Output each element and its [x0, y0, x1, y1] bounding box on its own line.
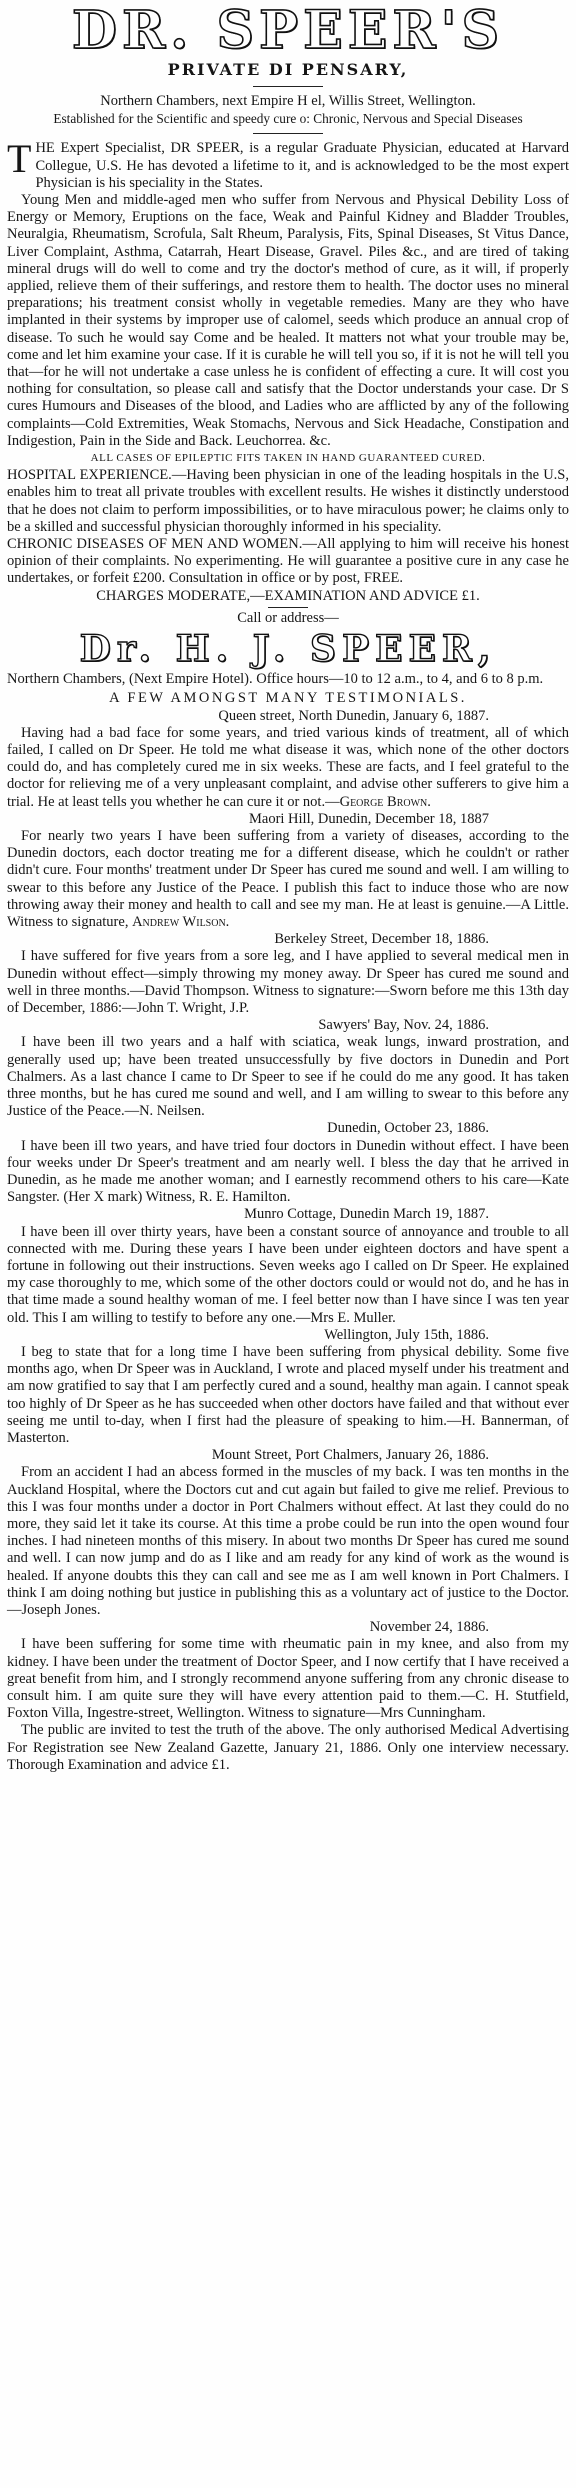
testimonial: [7, 1327, 569, 1447]
testimonial-text: I have suffered for five years from a sore leg, and I have applied to several medical men in Dunedin without effect—simply throwing my money away. Dr Speer has cured me sound and well in three months.—David Thompson. Witness to signature:—Sworn before me this 13th day of December, 1886:—John T. Wright, J.P.: [7, 948, 569, 1016]
testimonial-dateline: November 24, 1886.: [369, 1619, 489, 1636]
testimonial: [7, 708, 569, 811]
intro-text: HE Expert Specialist, DR SPEER, is a regular Graduate Physician, educated at Harvard Collegue, U.S. He has devoted a lifetime to it, and is acknowledged to be the most expert Physician is his speciality in the States.: [35, 140, 569, 191]
testimonial-body: For nearly two years I have been suffering from a variety of diseases, according to the Dunedin doctors, each doctor treating me for a different disease, which he couldn't or rather didn't cure. Four months' treatment under Dr Speer has cured me sound and well. I am willing to swear to this before any Justice of the Peace. I publish this fact to induce those who are now throwing away their money and health to call and see my man. He at least is genuine.—A Little. Witness to signature,: [7, 827, 569, 930]
testimonials-title: A FEW AMONGST MANY TESTIMONIALS.: [109, 690, 467, 707]
divider-rule: [268, 607, 308, 608]
testimonial-text: [7, 828, 569, 931]
testimonial-text: I have been suffering for some time with rheumatic pain in my knee, and also from my kidney. I have been under the treatment of Doctor Speer, and I now certify that I have received a great benefit from him, and I strongly recommend anyone suffering from any chronic disease to consult him. I am quite sure they will have every attention paid to them.—C. H. Stutfield, Foxton Villa, Ingestre-street, Wellington. Witness to signature—Mrs Cunningham.: [7, 1636, 569, 1722]
testimonial-dateline: Mount Street, Port Chalmers, January 26, 1886.: [211, 1447, 489, 1464]
chronic-paragraph: [7, 536, 569, 588]
epileptic-notice: ALL CASES OF EPILEPTIC FITS TAKEN IN HAND GUARANTEED CURED.: [90, 452, 486, 465]
testimonial: [7, 1206, 569, 1326]
closing-notice: The public are invited to test the truth of the above. The only authorised Medical Advertising For Registration see New Zealand Gazette, January 21, 1886. Only one interview necessary. Thorough Examination and advice £1.: [7, 1722, 569, 1773]
testimonial-text: I beg to state that for a long time I have been suffering from physical debility. Some five months ago, when Dr Speer was in Auckland, I wrote and placed myself under his treatment and am now gratified to say that I am perfectly cured and a sound, healthy man again. I cannot speak too highly of Dr Speer as he has succeeded when other doctors have failed and that without ever seeing me until to-day, when I first had the pleasure of speaking to him.—H. Bannerman, of Masterton.: [7, 1344, 569, 1447]
office-hours: Northern Chambers, (Next Empire Hotel). Office hours—10 to 12 a.m., to 4, and 6 to 8 p.m.: [7, 671, 544, 688]
ad-column: [7, 0, 569, 1774]
conditions-paragraph: Young Men and middle-aged men who suffer from Nervous and Physical Debility Loss of Energy or Memory, Eruptions on the face, Weak and Painful Kidney and Bladder Troubles, Neuralgia, Rheumatism, Scrofula, Salt Rheum, Paralysis, Fits, Spinal Diseases, St Vitus Dance, Liver Complaint, Asthma, Catarrah, Heart Disease, Gravel. Piles &c., and are tired of taking mineral drugs will do well to come and try the doctor's method of cure, as it will, if properly applied, relieve them of their sufferings, and restore them to health. The doctor uses no mineral preparations; his treatment consist wholly in vegetable remedies. Many are they who have implanted in their systems by improper use of calomel, seeds which produce an annual crop of disease. To such he would say Come and be healed. It matters not what your trouble may be, come and let him examine your case. If it is curable he will tell you so, if it is not he will tell you that—for he will not undertake a case unless he is confident of effecting a cure. It will cost you nothing for consultation, so please call and satisfy that the Doctor understands your case. Dr S cures Humours and Diseases of the blood, and Ladies who are afflicted by any of the following complaints—Cold Extremities, Weak Stomachs, Nervous and Sick Headache, Constipation and Indigestion, Pain in the Side and Back. Leuchorrea. &c.: [7, 192, 569, 449]
testimonial-dateline: Wellington, July 15th, 1886.: [324, 1326, 489, 1343]
testimonial-text: [7, 725, 569, 811]
hospital-text: —Having been physician in one of the leading hospitals in the U.S, enables him to treat all private troubles with excellent results. He wishes it distinctly understood that he does not claim to perform impossibilities, or to have miraculous power; he claims only to be a skilled and successful physician thoroughly informed in his speciality.: [7, 467, 569, 535]
testimonial-text: From an accident I had an abcess formed in the muscles of my back. I was ten months in the Auckland Hospital, where the Doctors cut and cut again but failed to give me relief. Previous to this I was four months under a doctor in Port Chalmers without effect. At last they could do no more, they said let it take its course. At this time a probe could be run into the open wound four inches. I had nineteen months of this misery. In about two months Dr Speer has cured me sound and well. I can now jump and do as I like and am ready for any kind of work as the wound is healed. If anyone doubts this they can call and see me as I am well known in Port Chalmers. I think I am doing nothing but justice in publishing this as a voluntary act of justice to the Doctor.—Joseph Jones.: [7, 1464, 569, 1619]
testimonial-text: I have been ill over thirty years, have been a constant source of annoyance and trouble to all connected with me. During these years I have been under eighteen doctors and have spent a fortune in following out their instructions. Seven weeks ago I called on Dr Speer. He explained my case thoroughly to me, which some of the other doctors could or would not do, and he has in that time made a sound healthy woman of me. I feel better now than I have since I was ten year old. This I am willing to testify to before any one.—Mrs E. Muller.: [7, 1223, 569, 1326]
testimonial: [7, 1120, 569, 1206]
call-or-address: Call or address—: [237, 609, 339, 626]
chronic-heading: CHRONIC DISEASES OF MEN AND WOMEN.: [7, 536, 303, 553]
testimonial-signature: Andrew Wilson.: [132, 913, 230, 930]
hospital-heading: HOSPITAL EXPERIENCE.: [7, 467, 172, 484]
testimonial: [7, 1017, 569, 1120]
testimonial: [7, 931, 569, 1017]
masthead-subtitle: PRIVATE DI PENSARY,: [167, 60, 409, 79]
doctor-name: Dr. H. J. SPEER,: [79, 628, 497, 671]
testimonial-dateline: Queen street, North Dunedin, January 6, 1887.: [218, 707, 489, 724]
testimonial: [7, 1447, 569, 1619]
charges-line: CHARGES MODERATE,—EXAMINATION AND ADVICE £1.: [96, 587, 480, 604]
drop-cap: T: [7, 136, 32, 182]
masthead-title: DR. SPEER'S: [71, 0, 505, 61]
testimonial: [7, 811, 569, 931]
testimonial: [7, 1619, 569, 1722]
divider-rule: [253, 86, 323, 87]
testimonials-list: [7, 708, 569, 1723]
testimonial-body: Having had a bad face for some years, and tried various kinds of treatment, all of which failed, I called on Dr Speer. He told me what disease it was, which none of the other doctors could do, and has completely cured me in six weeks. These are facts, and I feel grateful to the doctor for relieving me of a very unpleasant complaint, and advise other sufferers to give him a trial. He at least tells you whether he can cure it or not.—: [7, 724, 569, 810]
chronic-text: —All applying to him will receive his honest opinion of their complaints. No experimenting. He will guarantee a positive cure in any case he undertakes, or forfeit £200. Consultation in office or by post, FREE.: [7, 536, 569, 587]
testimonial-text: I have been ill two years, and have tried four doctors in Dunedin without effect. I have been four weeks under Dr Speer's treatment and am nearly well. I bless the day that he arrived in Dunedin, as he made me another woman; and I earnestly recommend others to his care—Kate Sangster. (Her X mark) Witness, R. E. Hamilton.: [7, 1137, 569, 1206]
testimonial-dateline: Maori Hill, Dunedin, December 18, 1887: [248, 810, 489, 827]
address-line: Northern Chambers, next Empire H el, Willis Street, Wellington.: [100, 93, 476, 109]
testimonial-text: I have been ill two years and a half with sciatica, weak lungs, inward prostration, and generally used up; have been treated unsuccessfully by five doctors in Dunedin and Port Chalmers. As a last chance I came to Dr Speer to see if he could do me any good. It has taken three months, but he has cured me sound and well, and I am willing to swear to this before any Justice of the Peace.—N. Neilsen.: [7, 1034, 569, 1120]
testimonial-dateline: Sawyers' Bay, Nov. 24, 1886.: [318, 1017, 489, 1034]
testimonial-dateline: Berkeley Street, December 18, 1886.: [274, 931, 489, 948]
divider-rule: [253, 133, 323, 134]
intro-paragraph: [7, 136, 569, 192]
testimonial-dateline: Munro Cottage, Dunedin March 19, 1887.: [244, 1206, 489, 1223]
hospital-paragraph: [7, 467, 569, 536]
establishment-line: Established for the Scientific and speedy cure o: Chronic, Nervous and Special Diseases: [53, 111, 523, 127]
testimonial-dateline: Dunedin, October 23, 1886.: [327, 1120, 489, 1137]
testimonial-signature: George Brown.: [339, 793, 431, 810]
